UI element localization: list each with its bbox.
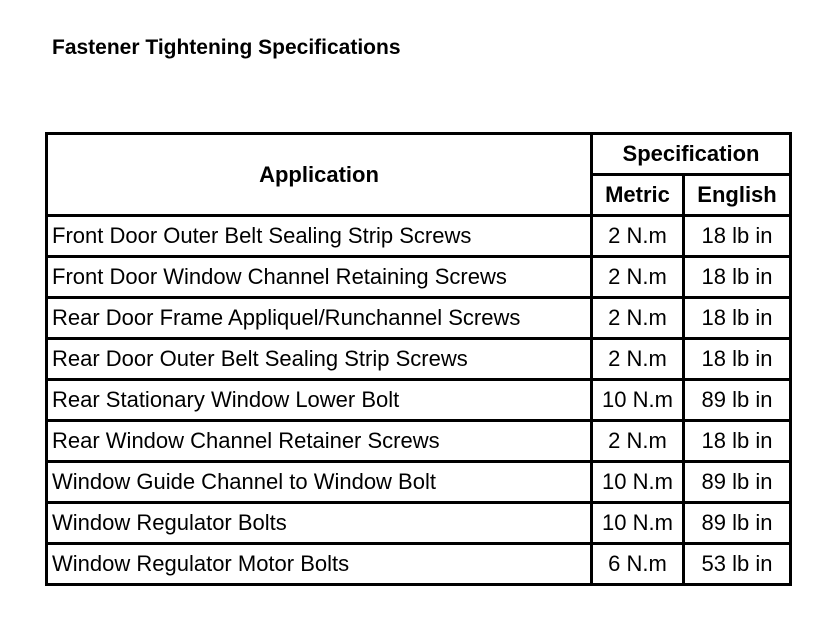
column-header-specification: Specification xyxy=(593,135,792,176)
english-cell: 18 lb in xyxy=(685,217,792,258)
table-row xyxy=(48,258,792,299)
fastener-spec-table xyxy=(45,132,792,586)
application-cell: Window Guide Channel to Window Bolt xyxy=(48,463,593,504)
english-cell: 18 lb in xyxy=(685,258,792,299)
metric-cell: 2 N.m xyxy=(593,422,685,463)
english-cell: 18 lb in xyxy=(685,340,792,381)
table-row xyxy=(48,545,792,586)
table-row xyxy=(48,217,792,258)
table-row xyxy=(48,381,792,422)
metric-cell: 10 N.m xyxy=(593,381,685,422)
column-header-application: Application xyxy=(48,135,593,217)
english-cell: 53 lb in xyxy=(685,545,792,586)
application-cell: Front Door Outer Belt Sealing Strip Screws xyxy=(48,217,593,258)
metric-cell: 6 N.m xyxy=(593,545,685,586)
application-cell: Rear Door Outer Belt Sealing Strip Screws xyxy=(48,340,593,381)
english-cell: 89 lb in xyxy=(685,504,792,545)
metric-cell: 2 N.m xyxy=(593,258,685,299)
column-header-english: English xyxy=(685,176,792,217)
metric-cell: 2 N.m xyxy=(593,299,685,340)
table-row xyxy=(48,463,792,504)
table-row xyxy=(48,422,792,463)
english-cell: 18 lb in xyxy=(685,422,792,463)
application-cell: Rear Stationary Window Lower Bolt xyxy=(48,381,593,422)
english-cell: 89 lb in xyxy=(685,381,792,422)
application-cell: Front Door Window Channel Retaining Screws xyxy=(48,258,593,299)
metric-cell: 10 N.m xyxy=(593,504,685,545)
table-row xyxy=(48,299,792,340)
application-cell: Rear Door Frame Appliquel/Runchannel Screws xyxy=(48,299,593,340)
metric-cell: 2 N.m xyxy=(593,340,685,381)
page-title: Fastener Tightening Specifications xyxy=(52,36,401,59)
application-cell: Rear Window Channel Retainer Screws xyxy=(48,422,593,463)
metric-cell: 10 N.m xyxy=(593,463,685,504)
table-row xyxy=(48,340,792,381)
metric-cell: 2 N.m xyxy=(593,217,685,258)
application-cell: Window Regulator Bolts xyxy=(48,504,593,545)
column-header-metric: Metric xyxy=(593,176,685,217)
application-cell: Window Regulator Motor Bolts xyxy=(48,545,593,586)
table-row xyxy=(48,504,792,545)
english-cell: 89 lb in xyxy=(685,463,792,504)
english-cell: 18 lb in xyxy=(685,299,792,340)
